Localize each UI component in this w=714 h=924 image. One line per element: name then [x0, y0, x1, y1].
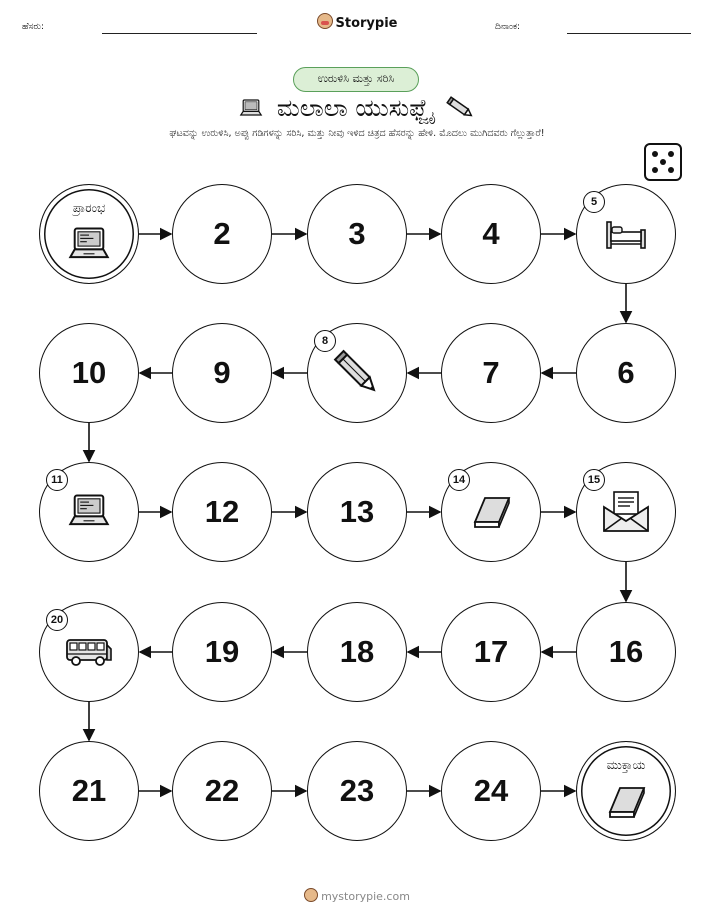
space-number: 24: [473, 773, 509, 808]
space-number: 19: [204, 634, 240, 669]
space-number: 10: [71, 355, 107, 390]
board-space-6: [576, 323, 676, 423]
board-space-18: [307, 602, 407, 702]
book-icon: [604, 782, 648, 822]
space-number: 17: [473, 634, 509, 669]
space-number: 21: [71, 773, 107, 808]
space-number: 22: [204, 773, 240, 808]
space-number: 11: [46, 469, 68, 491]
board-space-19: [172, 602, 272, 702]
board-space-1: [39, 184, 139, 284]
page-title: ಮಲಾಲಾ ಯುಸುಫ್ಜೈ: [0, 94, 714, 122]
book-icon: [469, 492, 513, 532]
board-space-11: [39, 462, 139, 562]
board-space-16: [576, 602, 676, 702]
laptop-icon: [67, 492, 111, 532]
board-space-4: [441, 184, 541, 284]
board-space-13: [307, 462, 407, 562]
board-space-3: [307, 184, 407, 284]
board-space-10: [39, 323, 139, 423]
pencil-icon: [329, 345, 385, 401]
space-number: 23: [339, 773, 375, 808]
board-space-25: [576, 741, 676, 841]
board-space-20: [39, 602, 139, 702]
board-space-22: [172, 741, 272, 841]
board-space-24: [441, 741, 541, 841]
space-number: 20: [46, 609, 68, 631]
space-number: 13: [339, 494, 375, 529]
footer: mystorypie.com: [0, 888, 714, 903]
board-space-12: [172, 462, 272, 562]
space-number: 7: [482, 355, 500, 390]
space-number: 15: [583, 469, 605, 491]
space-label: ಮುಕ್ತಾಯ: [606, 758, 646, 772]
space-number: 3: [348, 216, 366, 251]
space-number: 4: [482, 216, 500, 251]
space-number: 6: [617, 355, 635, 390]
board-space-5: [576, 184, 676, 284]
board-space-15: [576, 462, 676, 562]
space-label: ಪ್ರಾರಂಭ: [72, 201, 106, 215]
space-number: 9: [213, 355, 231, 390]
instructions: ಘಟವನ್ನು ಉರುಳಿಸಿ, ಅಪ್ಪು ಗಡಿಗಳನ್ನು ಸರಿಸಿ, ಮತ್ತು ನೀವು ಇಳಿದ ಚಿತ್ರದ ಹೆಸರನ್ನು ಹೇಳಿ. ಮೊದಲು ಮುಗಿದವರು ಗೆಲ್ಲುತ್ತಾರೆ!: [169, 128, 545, 139]
bus-icon: [64, 635, 114, 669]
board-space-14: [441, 462, 541, 562]
activity-badge: ಉರುಳಿಸಿ ಮತ್ತು ಸರಿಸಿ: [293, 67, 419, 92]
brand-logo: Storypie: [0, 13, 714, 31]
envelope-icon: [600, 489, 652, 535]
space-number: 5: [583, 191, 605, 213]
bed-icon: [603, 216, 649, 252]
board-space-9: [172, 323, 272, 423]
storypie-logo-icon: [304, 888, 318, 902]
space-number: 2: [213, 216, 231, 251]
board-space-2: [172, 184, 272, 284]
board-space-17: [441, 602, 541, 702]
board-space-21: [39, 741, 139, 841]
space-number: 8: [314, 330, 336, 352]
space-number: 12: [204, 494, 240, 529]
name-label: ಹೆಸರು:: [22, 22, 45, 32]
laptop-icon: [67, 225, 111, 265]
board-space-7: [441, 323, 541, 423]
space-number: 18: [339, 634, 375, 669]
space-number: 16: [608, 634, 644, 669]
space-number: 14: [448, 469, 470, 491]
date-label: ದಿನಾಂಕ:: [495, 22, 521, 32]
board-space-8: [307, 323, 407, 423]
board-space-23: [307, 741, 407, 841]
